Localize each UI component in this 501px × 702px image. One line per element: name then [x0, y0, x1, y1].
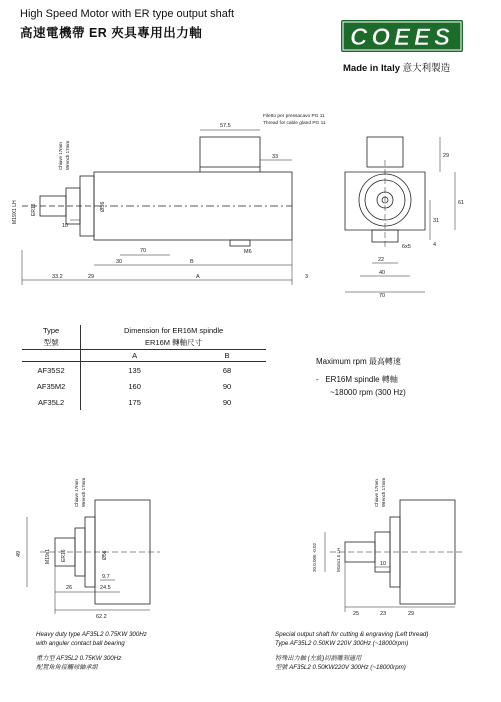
chiave-label: Chiave 17mm: [58, 142, 63, 170]
wrench-label: Wrench 17mm: [81, 477, 86, 507]
coees-logo: [340, 19, 464, 53]
note-english: Thread for cable gland PG 11: [263, 121, 326, 126]
caption-right-en1: Special output shaft for cutting & engraving (Left thread): [275, 631, 429, 638]
side-dim-61: 61: [458, 200, 465, 206]
col-dimension-header: Dimension for ER16M spindle: [123, 326, 224, 335]
dim-33-2: 33.2: [52, 274, 63, 280]
row-type: AF35S2: [22, 362, 81, 379]
body-diameter: Ø56: [102, 550, 108, 560]
chiave-label: Chiave 17mm: [374, 479, 379, 507]
caption-left-en2: with anguler contact ball bearing: [36, 640, 125, 647]
chiave-label: Chiave 17mm: [74, 479, 79, 507]
row-a: 175: [128, 397, 141, 407]
heavy-duty-shaft-drawing: [0, 462, 250, 622]
bullet: -: [316, 375, 319, 384]
note-italian: Filetto per pressacavo PG 11: [263, 114, 325, 119]
dim-26: 26: [66, 585, 73, 591]
dim-62-2: 62.2: [96, 614, 107, 620]
row-b: 90: [222, 397, 232, 407]
caption-right: [275, 630, 428, 672]
dim-25: 25: [353, 611, 360, 617]
made-in-en: Made in Italy: [343, 63, 401, 74]
dimension-table: [22, 325, 266, 410]
dim-30: 30: [116, 259, 123, 265]
dim-10: 10: [62, 223, 69, 229]
table-row: [22, 378, 266, 394]
row-type: AF35M2: [22, 378, 81, 394]
logo-text: COEES: [349, 24, 455, 51]
tolerance-label: 20.0.005 -0.02: [312, 542, 317, 572]
dim-m6: M6: [244, 249, 252, 255]
spindle-line-2: ~18000 rpm (300 Hz): [330, 388, 406, 397]
wrench-label: Wrench 17mm: [65, 140, 70, 170]
dim-33: 33: [272, 154, 279, 160]
row-a: 135: [128, 365, 141, 375]
spindle-spec: [316, 373, 406, 399]
caption-left: [36, 630, 147, 672]
caption-left-zh2: 配置角角接觸球軸承組: [36, 664, 98, 671]
row-a: 160: [128, 381, 141, 391]
dim-10: 10: [380, 561, 387, 567]
title-english: High Speed Motor with ER type output shaft: [20, 8, 235, 20]
row-type: AF35L2: [22, 394, 81, 410]
dim-a: A: [196, 274, 200, 280]
title-chinese: 高速電機帶 ER 夾具專用出力軸: [20, 26, 203, 40]
cable-gland-box: [200, 137, 260, 167]
thread-label: M16x1.5 LH: [336, 547, 341, 572]
made-in-zh: 意大利製造: [402, 63, 451, 74]
col-type-header: Type: [22, 325, 81, 336]
collet-label: ER16: [61, 549, 67, 562]
side-dim-6x5: 6x5: [402, 244, 411, 250]
col-empty: [22, 350, 81, 362]
made-in-italy: [343, 60, 450, 74]
caption-left-en1: Heavy duty type AF35L2 0.75KW 300Hz: [36, 631, 147, 638]
side-dim-40: 40: [379, 270, 386, 276]
dim-49: 49: [16, 550, 22, 557]
caption-right-zh2: 型號 AF35L2 0.50KW220V 300Hz (~18000rpm): [275, 664, 406, 671]
dim-29: 29: [408, 611, 415, 617]
motor-side-view: [345, 137, 464, 299]
side-dim-22: 22: [378, 257, 385, 263]
side-dim-29: 29: [443, 153, 450, 159]
spindle-line-1: ER16M spindle 轉軸: [325, 375, 398, 384]
thread-label: M19X1 LH: [12, 200, 18, 224]
dim-23: 23: [380, 611, 387, 617]
dim-3: 3: [305, 274, 309, 280]
side-dim-31: 31: [433, 218, 440, 224]
dim-57-5: 57.5: [220, 123, 231, 129]
dim-9-7: 9.7: [102, 574, 110, 580]
collet-label: ER16: [31, 203, 37, 216]
thread-label: M19x1: [45, 548, 51, 564]
dim-29: 29: [88, 274, 95, 280]
dim-24-5: 24.5: [100, 585, 111, 591]
engraving-shaft-drawing: [250, 462, 501, 622]
row-b: 90: [222, 381, 232, 391]
col-type-header-zh: 型號: [22, 336, 81, 350]
col-b-header: B: [188, 350, 266, 362]
max-rpm-label: Maximum rpm 最高轉速: [316, 357, 401, 366]
dim-70: 70: [140, 248, 147, 254]
table-row: [22, 394, 266, 410]
row-b: 68: [222, 365, 232, 375]
caption-right-zh1: 特殊出力軸 (左旋)切割雕刻適用: [275, 655, 362, 662]
table-row: [22, 362, 266, 379]
side-dim-70: 70: [379, 293, 386, 299]
body-diameter: Ø56: [100, 201, 106, 212]
wrench-label: Wrench 17mm: [381, 477, 386, 507]
dim-b: B: [190, 259, 194, 265]
caption-right-en2: Type AF35L2 0.50KW 220V 300Hz (~18000rpm): [275, 640, 409, 647]
motor-drawing-top: [0, 100, 501, 305]
side-dim-4: 4: [433, 242, 437, 248]
caption-left-zh1: 重力型 AF35L2 0.75KW 300Hz: [36, 655, 122, 662]
col-dimension-header-zh: ER16M 轉軸尺寸: [81, 336, 266, 350]
col-a-header: A: [81, 350, 188, 362]
